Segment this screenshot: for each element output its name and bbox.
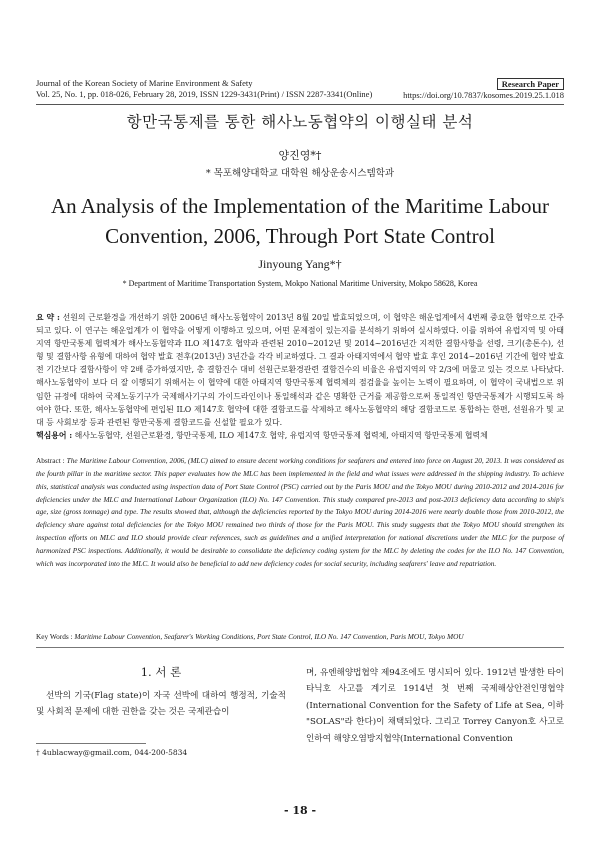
research-paper-badge: Research Paper xyxy=(497,78,564,90)
korean-author: 양진영*† xyxy=(278,149,322,162)
english-title: An Analysis of the Implementation of the Maritime Labour Convention, 2006, Through Port State Control xyxy=(50,194,550,248)
journal-name: Journal of the Korean Society of Marine Environment & Safety xyxy=(36,78,253,88)
abstract-divider xyxy=(36,647,564,648)
journal-header-right xyxy=(403,78,564,101)
journal-header xyxy=(36,78,372,100)
english-keywords-label: Key Words : xyxy=(36,632,73,641)
english-abstract xyxy=(36,455,564,571)
english-abstract-text: The Maritime Labour Convention, 2006, (MLC) aimed to ensure decent working conditions for seafarers and entered into force on August 20, 2013. It was considered as the fourth pillar in the maritime sector. This paper evaluates how the MLC has been implemented in the field and what issues were addressed in the shipping industry. To achieve this, statistical analysis was conducted using inspection data of Port State Control (PSC) carried out by the Paris MOU and the Tokyo MOU during 2010-2012 and 2014-2016 for deficiencies under the MLC and International Labour Organization (ILO) No. 147 Convention. This study compared pre-2013 and post-2013 deficiency data according to ship's age, size (gross tonnage) and type. The results showed that, although the deficiencies reported by the Tokyo MOU during 2014-2016 were nearly double those from 2010-2012, the deficiency share against total deficiencies for the Tokyo MOU remained two thirds of those for the Paris MOU. This study suggests that the Tokyo MOU should strengthen its inspection efforts on MLC and ILO should provide clear references, such as guidelines and a unified interpretation for national discretions under the MLC for the purpose of harmonized PSC inspections. Additionally, it would be desirable to consolidate the deficiency coding system for the MLC by deleting the codes for the ILO No. 147 Convention, which was incorporated into the MLC. It would also be beneficial to add new deficiency codes for social security, including seafarers' leave and repatriation. xyxy=(36,456,564,568)
english-author: Jinyoung Yang*† xyxy=(258,257,342,271)
english-affiliation: * Department of Maritime Transportation System, Mokpo National Maritime University, Mokpo 58628, Korea xyxy=(122,279,478,288)
korean-affiliation: * 목포해양대학교 대학원 해상운송시스템학과 xyxy=(205,168,395,179)
korean-title: 항만국통제를 통한 해사노동협약의 이행실태 분석 xyxy=(126,113,474,131)
doi-link[interactable]: https://doi.org/10.7837/kosomes.2019.25.1.018 xyxy=(403,90,564,100)
english-keywords xyxy=(36,631,564,643)
korean-abstract-text: 선원의 근로환경을 개선하기 위한 2006년 해사노동협약이 2013년 8월 20일 발효되었으며, 이 협약은 해운업계에서 4번째 중요한 협약으로 간주되고 있다. 이 연구는 해운업계가 이 협약을 어떻게 이행하고 있으며, 어떤 문제점이 있는지를 분석하기 위하여 실시하였다. 이를 위하여 유럽지역 및 아태지역 항만국통제 협력체가 해사노동협약과 ILO 제147호 협약과 관련된 2010~2012년 및 2014~2016년간 지적한 결함사항을 선령, 크기(총톤수), 선형 및 결함사항 유형에 대하여 협약 발효 전후(2013년) 3년간을 각각 비교하였다. 그 결과 아태지역에서 협약 발효 후인 2014~2016년 기간에 협약 발효 전 기간보다 결함사항이 약 2배 증가하였지만, 총 결함건수 대비 선원근로환경관련 결함건수의 비율은 유럽지역의 약 2/3에 머물고 있는 것으로 나타났다. 해사노동협약이 보다 더 잘 이행되기 위해서는 이 협약에 대한 아태지역 항만국통제 협력체의 점검율을 높이는 노력이 필요하며, 이 협약이 국내법으로 위임한 규정에 대하여 국제노동기구가 국제해사기구의 가이드라인이나 통일해석과 같은 명확한 근거를 제공함으로써 통일적인 항만국통제가 시행되도록 하여야 한다. 또한, 해사노동협약에 편입된 ILO 제147호 협약에 대한 결함코드를 삭제하고 해사노동협약의 해당 결함코드로 통합하는 한편, 선원유가 및 교대 등 사회보장 등과 관련된 항만국통제 결함코드를 신설할 필요가 있다. xyxy=(36,313,565,427)
korean-keywords-label: 핵심용어 : xyxy=(36,431,73,440)
header-divider xyxy=(36,104,564,105)
english-keywords-text: Maritime Labour Convention, Seafarer's Working Conditions, Port State Control, ILO No. 147 Convention, Paris MOU, Tokyo MOU xyxy=(74,632,464,641)
section-title: 1. 서 론 xyxy=(140,665,182,679)
korean-keywords-text: 해사노동협약, 선원근로환경, 항만국통제, ILO 제147호 협약, 유럽지역 항만국통제 협력체, 아태지역 항만국통제 협력체 xyxy=(74,431,488,440)
corresponding-author-footnote: † 4ublacway@gmail.com, 044-200-5834 xyxy=(36,748,188,757)
korean-keywords xyxy=(36,430,564,442)
page-number: - 18 - xyxy=(283,804,317,817)
body-right-column: 며, 유엔해양법협약 제94조에도 명시되어 있다. 1912년 발생한 타이타닉호 사고를 계기로 1914년 첫 번째 국제해상안전인명협약(International Convention for the Safety of Life at Sea, 이하 "SOLAS"라 한다)이 채택되었다. 그리고 Torrey Canyon호 사고로 인하여 해양오염방지협약(International Convention xyxy=(306,668,564,744)
korean-abstract-label: 요 약 : xyxy=(36,313,60,322)
korean-abstract xyxy=(36,311,564,429)
footnote-divider xyxy=(36,743,146,744)
english-abstract-label: Abstract : xyxy=(36,456,65,465)
body-left-column: 선박의 기국(Flag state)이 자국 선박에 대하여 행정적, 기술적 및 사회적 문제에 대한 권한을 갖는 것은 국제관습이 xyxy=(36,691,286,718)
journal-volume-info: Vol. 25, No. 1, pp. 018-026, February 28, 2019, ISSN 1229-3431(Print) / ISSN 2287-3341(Online) xyxy=(36,89,373,99)
